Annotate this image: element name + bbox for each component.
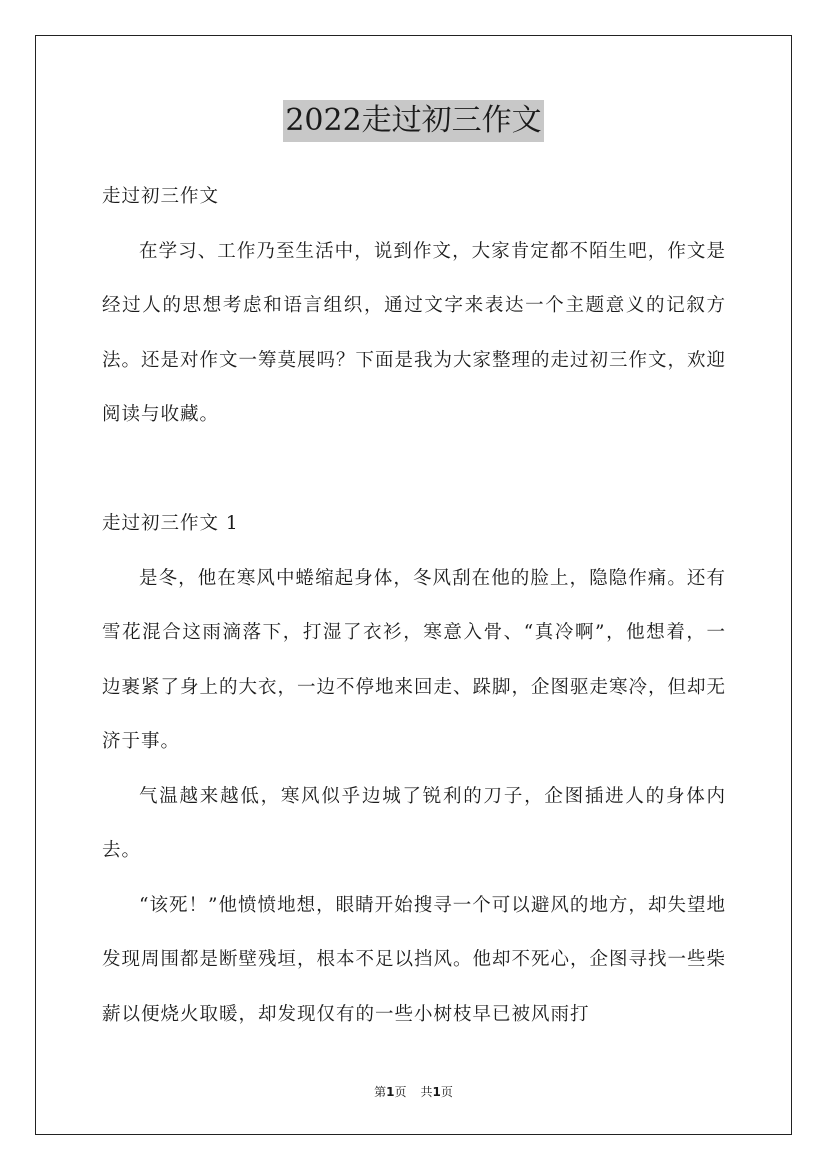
section-spacer	[102, 443, 726, 498]
section1-paragraph-3: “该死！”他愤愤地想，眼睛开始搜寻一个可以避风的地方，却失望地发现周围都是断壁残垣，根本不足以挡风。他却不死心，企图寻找一些柴薪以便烧火取暖，却发现仅有的一些小树枝早已被风雨打	[102, 894, 727, 1025]
footer-total-unit: 页	[440, 1085, 453, 1099]
document-title: 2022走过初三作文	[283, 100, 543, 142]
footer-total-number: 1	[432, 1085, 441, 1099]
intro-heading: 走过初三作文	[102, 186, 220, 207]
page-footer	[0, 1082, 827, 1102]
title-area	[0, 100, 827, 142]
footer-total-label: 共	[420, 1085, 433, 1099]
intro-paragraph: 在学习、工作乃至生活中，说到作文，大家肯定都不陌生吧，作文是经过人的思想考虑和语言组织，通过文字来表达一个主题意义的记叙方法。还是对作文一筹莫展吗？下面是我为大家整理的走过初三作文，欢迎阅读与收藏。	[102, 240, 727, 425]
section1-paragraph-2: 气温越来越低，寒风似乎边城了锐利的刀子，企图插进人的身体内去。	[102, 785, 726, 861]
footer-page-unit: 页	[394, 1085, 407, 1099]
footer-page-label: 第	[374, 1085, 387, 1099]
section1-heading: 走过初三作文 1	[102, 513, 239, 534]
footer-page-number: 1	[386, 1085, 395, 1099]
section1-paragraph-1: 是冬，他在寒风中蜷缩起身体，冬风刮在他的脸上，隐隐作痛。还有雪花混合这雨滴落下，打湿了衣衫，寒意入骨、“真冷啊”，他想着，一边裹紧了身上的大衣，一边不停地来回走、跺脚，企图驱走寒冷，但却无济于事。	[102, 567, 727, 752]
document-body	[102, 170, 726, 1042]
